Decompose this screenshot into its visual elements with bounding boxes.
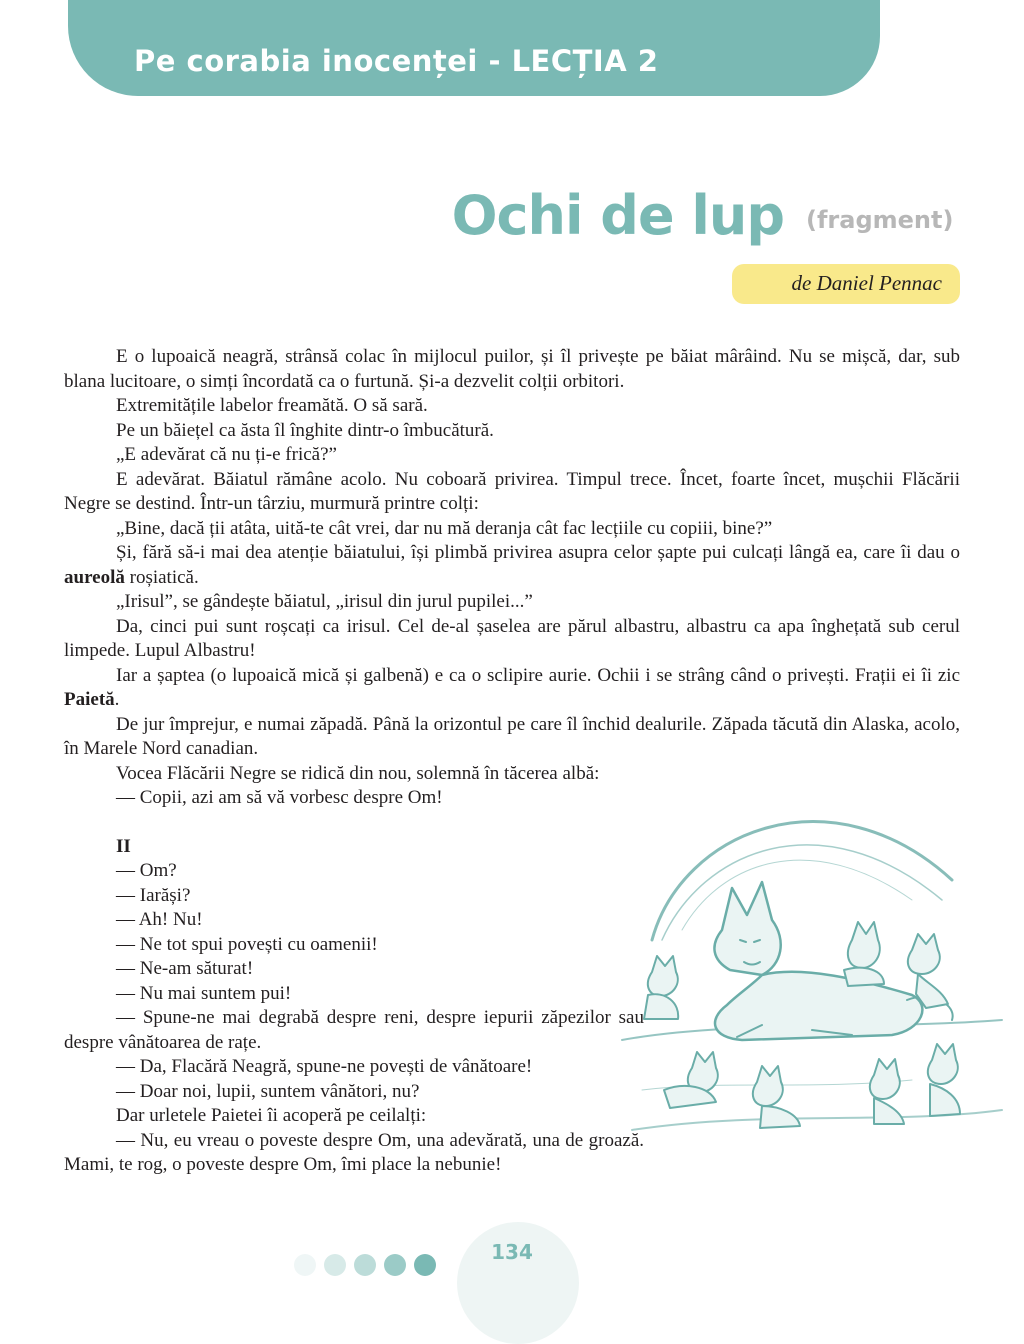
wolf-pup-icon	[870, 1059, 904, 1124]
paragraph: E o lupoaică neagră, strânsă colac în mijlocul puilor, și îl privește pe băiat mârâind. Nu se mișcă, dar, sub blana lucitoare, o simți încordată ca o furtună. Și-a dezvelit colții orbitori.	[64, 346, 960, 392]
paragraph: De jur împrejur, e numai zăpadă. Până la orizontul pe care îl închid dealurile. Zăpada tăcută din Alaska, acolo, în Marele Nord canadian.	[64, 713, 960, 759]
bold-word: Paietă	[64, 689, 115, 710]
article-title: Ochi de lup	[451, 184, 784, 247]
dialogue-line: — Ne tot spui povești cu oamenii!	[116, 933, 378, 955]
wolf-pup-icon	[844, 922, 884, 986]
dialogue-line: — Nu mai suntem pui!	[116, 982, 292, 1004]
dialogue-line: — Om?	[116, 860, 177, 881]
dialogue-line: — Ne-am săturat!	[116, 958, 254, 979]
paragraph: Pe un băiețel ca ăsta îl înghite dintr-o îmbucătură.	[116, 419, 494, 441]
paragraph: Vocea Flăcării Negre se ridică din nou, solemnă în tăcerea albă:	[116, 762, 600, 784]
narration-line: Dar urletele Paietei îi acoperă pe ceilalți:	[116, 1105, 427, 1126]
wolf-pup-icon	[753, 1066, 800, 1128]
dialogue-line: — Da, Flacără Neagră, spune-ne povești de vânătoare!	[116, 1056, 533, 1077]
paragraph: „Irisul”, se gândește băiatul, „irisul din jurul pupilei...”	[116, 591, 533, 612]
paragraph: Extremitățile labelor freamătă. O să sară.	[116, 395, 428, 416]
paragraph: E adevărat. Băiatul rămâne acolo. Nu coboară privirea. Timpul trece. Încet, foarte încet, mușchii Flăcării Negre se destind. Într-un târziu, murmură printre colți:	[64, 468, 960, 514]
bold-word: aureolă	[64, 566, 125, 588]
text-run: Și, fără să-i mai dea atenție băiatului, își plimbă privirea asupra celor șapte pui culcați lângă ea, care îi dau o	[116, 542, 960, 563]
text-run: .	[114, 689, 120, 710]
title-note: (fragment)	[806, 206, 954, 234]
paragraph: „Bine, dacă ții atâta, uită-te cât vrei, dar nu mă deranja cât fac lecțiile cu copiii, bine?”	[116, 517, 773, 539]
text-run: Iar a șaptea (o lupoaică mică și galbenă) e ca o sclipire aurie. Ochii i se strâng când o privești. Frații ei îi zic	[116, 664, 960, 686]
dialogue-line: — Nu, eu vreau o poveste despre Om, una adevărată, una de groază. Mami, te rog, o poveste despre Om, îmi place la nebunie!	[64, 1129, 644, 1175]
author-badge	[732, 264, 960, 304]
decor-dot	[414, 1254, 436, 1276]
wolf-family-illustration	[612, 790, 1012, 1150]
paragraph	[64, 664, 960, 713]
wolf-pup-icon	[928, 1044, 960, 1116]
decor-dot	[324, 1254, 346, 1276]
dialogue-line: — Copii, azi am să vă vorbesc despre Om!	[116, 787, 443, 808]
dialogue-line: — Doar noi, lupii, suntem vânători, nu?	[116, 1080, 420, 1102]
decor-dot	[384, 1254, 406, 1276]
page-number: 134	[491, 1240, 533, 1264]
text-run: roșiatică.	[124, 566, 199, 588]
decor-dot	[294, 1254, 316, 1276]
section-heading: II	[116, 835, 131, 857]
dialogue-line: — Ah! Nu!	[116, 909, 203, 930]
paragraph: „E adevărat că nu ți-e frică?”	[116, 444, 337, 465]
dialogue-line: — Iarăși?	[116, 884, 191, 906]
paragraph	[64, 541, 960, 590]
dialogue-line: — Spune-ne mai degrabă despre reni, despre iepurii zăpezilor sau despre vânătoarea de rațe.	[64, 1007, 644, 1053]
decor-dot	[354, 1254, 376, 1276]
wolf-pup-icon	[664, 1052, 718, 1108]
lesson-title: Pe corabia inocenței - LECȚIA 2	[134, 44, 659, 78]
wolf-pup-icon	[644, 956, 678, 1019]
paragraph: Da, cinci pui sunt roșcați ca irisul. Cel de-al șaselea are părul albastru, albastru ca apa înghețată sub cerul limpede. Lupul Albastru!	[64, 615, 960, 661]
author-name: de Daniel Pennac	[791, 271, 942, 295]
